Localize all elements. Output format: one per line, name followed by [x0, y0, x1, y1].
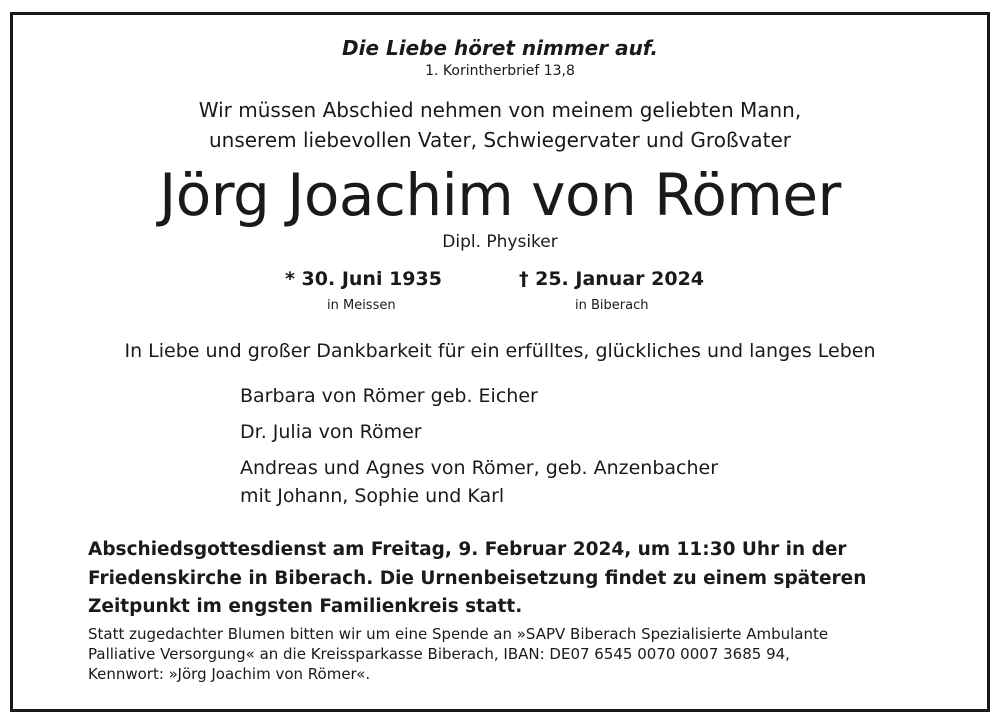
donation-note — [88, 624, 828, 684]
mourners-list — [240, 382, 718, 510]
donation-line: Kennwort: »Jörg Joachim von Römer«. — [88, 665, 371, 683]
quote-source: 1. Korintherbrief 13,8 — [425, 63, 575, 79]
mourner-name: Andreas und Agnes von Römer, geb. Anzenbacher — [240, 457, 719, 479]
deceased-name: Jörg Joachim von Römer — [159, 161, 841, 229]
service-line: Abschiedsgottesdienst am Freitag, 9. Februar 2024, um 11:30 Uhr in der — [88, 539, 847, 560]
birth-place: in Meissen — [327, 298, 396, 313]
donation-line: Palliative Versorgung« an die Kreissparkasse Biberach, IBAN: DE07 6545 0070 0007 3685 94, — [88, 645, 790, 663]
intro-text — [0, 95, 1000, 155]
death-date: † 25. Januar 2024 — [519, 268, 705, 290]
service-announcement — [88, 536, 866, 622]
intro-line: unserem liebevollen Vater, Schwiegervater und Großvater — [208, 128, 792, 152]
birth-date: * 30. Juni 1935 — [285, 268, 442, 290]
bible-quote: Die Liebe höret nimmer auf. — [341, 36, 659, 60]
thanks-line: In Liebe und großer Dankbarkeit für ein erfülltes, glückliches und langes Leben — [124, 340, 876, 362]
service-line: Friedenskirche in Biberach. Die Urnenbeisetzung findet zu einem späteren — [88, 567, 867, 589]
death-place: in Biberach — [575, 298, 649, 313]
service-line: Zeitpunkt im engsten Familienkreis statt. — [88, 596, 523, 617]
deceased-title: Dipl. Physiker — [442, 232, 558, 252]
intro-line: Wir müssen Abschied nehmen von meinem geliebten Mann, — [198, 98, 802, 122]
mourner-name: mit Johann, Sophie und Karl — [240, 485, 505, 507]
mourner-name: Dr. Julia von Römer — [240, 421, 422, 443]
mourner-name: Barbara von Römer geb. Eicher — [240, 385, 538, 407]
donation-line: Statt zugedachter Blumen bitten wir um eine Spende an »SAPV Biberach Spezialisierte Ambulante — [88, 625, 829, 643]
